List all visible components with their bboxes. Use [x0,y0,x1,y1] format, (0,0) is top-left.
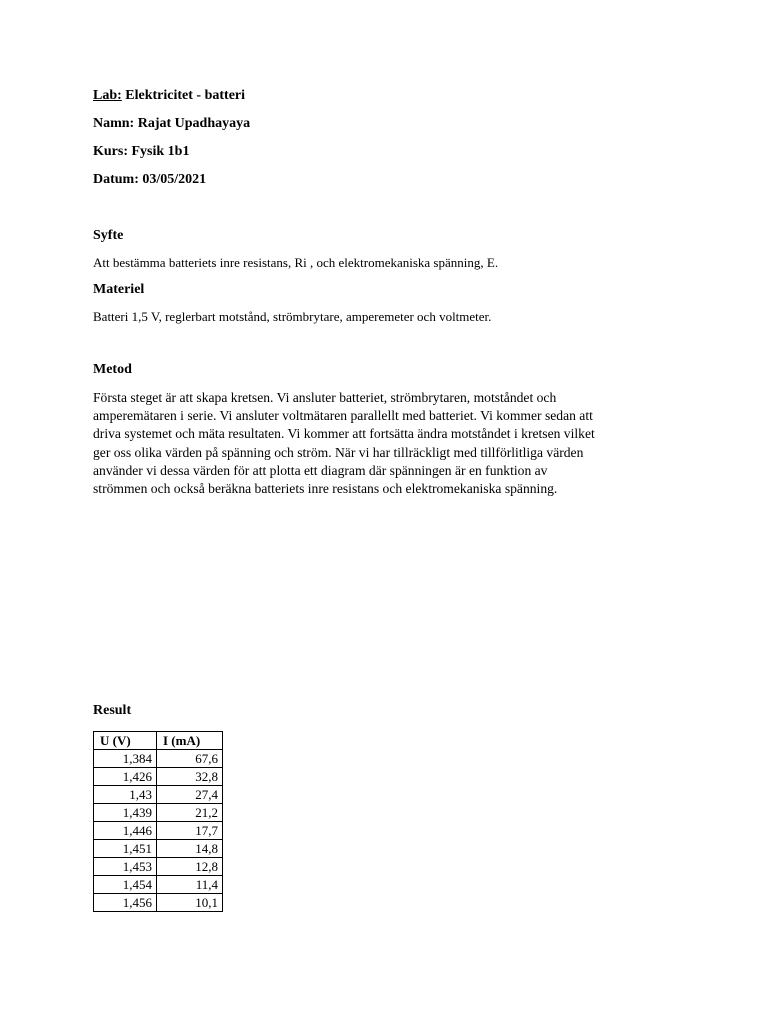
cell-voltage: 1,426 [94,768,157,786]
lab-line [93,88,245,104]
cell-voltage: 1,451 [94,840,157,858]
date-line: Datum: 03/05/2021 [93,172,207,187]
table-row [94,750,223,768]
table-row [94,822,223,840]
header-current: I (mA) [157,732,223,750]
table-row [94,768,223,786]
cell-current: 12,8 [157,858,223,876]
cell-voltage: 1,446 [94,822,157,840]
method-heading: Metod [93,362,132,377]
course-line: Kurs: Fysik 1b1 [93,144,190,159]
method-line: driva systemet och mäta resultaten. Vi kommer att fortsätta ändra motståndet i kretsen vilket [93,426,595,442]
result-heading: Result [93,703,132,718]
cell-current: 17,7 [157,822,223,840]
cell-voltage: 1,453 [94,858,157,876]
method-line: Första steget är att skapa kretsen. Vi ansluter batteriet, strömbrytaren, motståndet och [93,390,557,405]
method-paragraph [93,389,653,498]
cell-current: 14,8 [157,840,223,858]
table-row [94,858,223,876]
table-row [94,804,223,822]
cell-current: 11,4 [157,876,223,894]
header-voltage: U (V) [94,732,157,750]
cell-current: 21,2 [157,804,223,822]
cell-voltage: 1,439 [94,804,157,822]
materials-text: Batteri 1,5 V, reglerbart motstånd, strömbrytare, amperemeter och voltmeter. [93,309,492,324]
method-line: använder vi dessa värden för att plotta ett diagram där spänningen är en funktion av [93,462,548,478]
table-row [94,840,223,858]
materials-heading: Materiel [93,282,145,297]
method-line: strömmen och också beräkna batteriets inre resistans och elektromekaniska spänning. [93,481,558,497]
lab-label: Lab: [93,88,122,103]
cell-voltage: 1,384 [94,750,157,768]
cell-voltage: 1,456 [94,894,157,912]
table-row [94,786,223,804]
result-table [93,731,223,912]
cell-voltage: 1,454 [94,876,157,894]
cell-voltage: 1,43 [94,786,157,804]
table-row [94,876,223,894]
lab-value: Elektricitet - batteri [125,88,246,103]
method-line: amperemätaren i serie. Vi ansluter voltmätaren parallellt med batteriet. Vi kommer sedan att [93,408,593,424]
cell-current: 10,1 [157,894,223,912]
name-line: Namn: Rajat Upadhayaya [93,116,251,131]
purpose-text: Att bestämma batteriets inre resistans, Ri , och elektromekaniska spänning, E. [93,255,499,270]
table-row [94,894,223,912]
cell-current: 67,6 [157,750,223,768]
cell-current: 32,8 [157,768,223,786]
method-line: ger oss olika värden på spänning och ström. När vi har tillräckligt med tillförlitliga värden [93,444,584,460]
cell-current: 27,4 [157,786,223,804]
purpose-heading: Syfte [93,228,124,243]
table-header-row [94,732,223,750]
